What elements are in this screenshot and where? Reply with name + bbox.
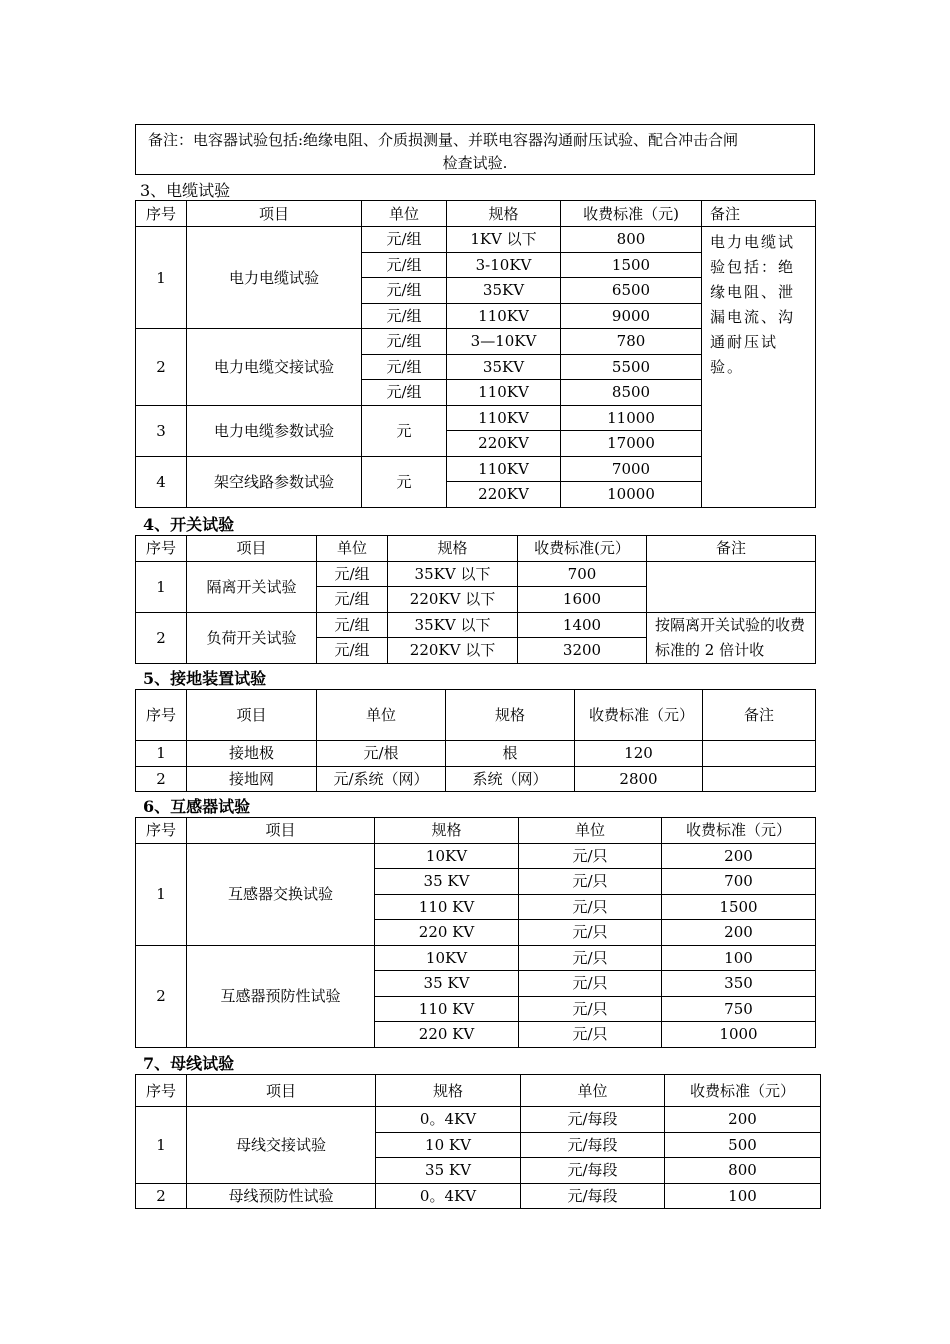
row-no: 1 [136,227,187,329]
unit-cell: 元/只 [519,945,662,971]
item-name: 互感器交换试验 [187,843,375,945]
switch-heading: 4、开关试验 [143,515,235,534]
cable-heading: 3、电缆试验 [140,181,231,200]
row-no: 1 [136,843,187,945]
remark-cell [703,766,816,792]
fee-cell: 800 [665,1158,821,1184]
header-cell: 单位 [519,818,662,844]
fee-cell: 1400 [518,612,647,638]
transformer-heading: 6、互感器试验 [143,797,251,816]
spec-cell: 110KV [447,405,561,431]
fee-cell: 100 [665,1183,821,1209]
header-cell: 项目 [187,536,317,562]
cable-remark: 电力电缆试验包括：绝缘电阻、泄漏电流、沟通耐压试验。 [702,227,816,508]
spec-cell: 110KV [447,456,561,482]
row-no: 3 [136,405,187,456]
unit-cell: 元/系统（网） [317,766,446,792]
unit-cell: 元/组 [362,380,447,406]
unit-cell: 元/每段 [521,1183,665,1209]
fee-cell: 200 [662,920,816,946]
row-no: 1 [136,1107,187,1184]
grounding-table [135,689,816,792]
fee-cell: 6500 [561,278,702,304]
row-no: 4 [136,456,187,507]
spec-cell: 0。4KV [376,1183,521,1209]
spec-cell: 35KV 以下 [388,561,518,587]
unit-cell: 元/组 [362,278,447,304]
header-cell: 备注 [703,690,816,741]
spec-cell: 110KV [447,380,561,406]
fee-cell: 120 [575,741,703,767]
header-cell: 序号 [136,201,187,227]
header-cell: 项目 [187,1075,376,1107]
unit-cell: 元/只 [519,869,662,895]
header-cell: 序号 [136,818,187,844]
unit-cell: 元/只 [519,1022,662,1048]
fee-cell: 9000 [561,303,702,329]
spec-cell: 35 KV [376,1158,521,1184]
fee-cell: 500 [665,1132,821,1158]
unit-cell: 元/组 [362,227,447,253]
row-no: 1 [136,741,187,767]
header-cell: 收费标准（元） [575,690,703,741]
spec-cell: 220KV [447,482,561,508]
cable-table [135,200,816,508]
spec-cell: 0。4KV [376,1107,521,1133]
unit-cell: 元/组 [317,561,388,587]
row-no: 1 [136,561,187,612]
capacitor-note-box [135,124,815,175]
fee-cell: 11000 [561,405,702,431]
header-cell: 项目 [187,690,317,741]
spec-cell: 220 KV [375,1022,519,1048]
capacitor-note-line1: 备注：电容器试验包括:绝缘电阻、介质损测量、并联电容器沟通耐压试验、配合冲击合闸 [148,131,739,149]
fee-cell: 7000 [561,456,702,482]
row-no: 2 [136,612,187,663]
row-no: 2 [136,945,187,1047]
unit-cell: 元 [362,405,447,456]
spec-cell: 35 KV [375,971,519,997]
header-cell: 序号 [136,536,187,562]
spec-cell: 220KV 以下 [388,638,518,664]
item-name: 接地网 [187,766,317,792]
header-cell: 规格 [375,818,519,844]
header-cell: 规格 [447,201,561,227]
switch-table [135,535,816,664]
header-cell: 项目 [187,201,362,227]
spec-cell: 35KV [447,354,561,380]
spec-cell: 220KV [447,431,561,457]
unit-cell: 元 [362,456,447,507]
spec-cell: 35KV [447,278,561,304]
spec-cell: 系统（网） [446,766,575,792]
header-cell: 收费标准（元) [561,201,702,227]
item-name: 架空线路参数试验 [187,456,362,507]
fee-cell: 2800 [575,766,703,792]
fee-cell: 1000 [662,1022,816,1048]
spec-cell: 220 KV [375,920,519,946]
header-cell: 规格 [388,536,518,562]
unit-cell: 元/只 [519,971,662,997]
header-cell: 规格 [446,690,575,741]
item-name: 接地极 [187,741,317,767]
header-cell: 单位 [317,536,388,562]
fee-cell: 17000 [561,431,702,457]
spec-cell: 110 KV [375,996,519,1022]
spec-cell: 220KV 以下 [388,587,518,613]
fee-cell: 800 [561,227,702,253]
fee-cell: 700 [662,869,816,895]
spec-cell: 110KV [447,303,561,329]
spec-cell: 10 KV [376,1132,521,1158]
item-name: 负荷开关试验 [187,612,317,663]
header-cell: 序号 [136,1075,187,1107]
unit-cell: 元/根 [317,741,446,767]
unit-cell: 元/组 [317,587,388,613]
remark-cell: 按隔离开关试验的收费标准的 2 倍计收 [647,612,816,663]
spec-cell: 1KV 以下 [447,227,561,253]
header-cell: 单位 [362,201,447,227]
unit-cell: 元/组 [362,303,447,329]
busbar-table [135,1074,821,1209]
fee-cell: 5500 [561,354,702,380]
unit-cell: 元/每段 [521,1132,665,1158]
unit-cell: 元/只 [519,843,662,869]
fee-cell: 780 [561,329,702,355]
item-name: 互感器预防性试验 [187,945,375,1047]
fee-cell: 200 [662,843,816,869]
unit-cell: 元/组 [317,612,388,638]
unit-cell: 元/组 [362,329,447,355]
capacitor-note-line2: 检查试验. [442,154,508,172]
unit-cell: 元/组 [362,354,447,380]
unit-cell: 元/每段 [521,1107,665,1133]
header-cell: 项目 [187,818,375,844]
unit-cell: 元/只 [519,894,662,920]
fee-cell: 10000 [561,482,702,508]
row-no: 2 [136,329,187,406]
header-cell: 规格 [376,1075,521,1107]
header-cell: 收费标准（元） [662,818,816,844]
item-name: 母线预防性试验 [187,1183,376,1209]
unit-cell: 元/只 [519,920,662,946]
header-cell: 收费标准（元） [665,1075,821,1107]
header-cell: 单位 [317,690,446,741]
item-name: 母线交接试验 [187,1107,376,1184]
fee-cell: 100 [662,945,816,971]
spec-cell: 10KV [375,843,519,869]
spec-cell: 35 KV [375,869,519,895]
header-cell: 序号 [136,690,187,741]
fee-cell: 3200 [518,638,647,664]
unit-cell: 元/每段 [521,1158,665,1184]
spec-cell: 110 KV [375,894,519,920]
row-no: 2 [136,766,187,792]
header-cell: 单位 [521,1075,665,1107]
unit-cell: 元/只 [519,996,662,1022]
spec-cell: 10KV [375,945,519,971]
fee-cell: 200 [665,1107,821,1133]
fee-cell: 750 [662,996,816,1022]
spec-cell: 35KV 以下 [388,612,518,638]
row-no: 2 [136,1183,187,1209]
header-cell: 备注 [647,536,816,562]
item-name: 电力电缆交接试验 [187,329,362,406]
item-name: 电力电缆试验 [187,227,362,329]
busbar-heading: 7、母线试验 [143,1054,235,1073]
transformer-table [135,817,816,1048]
fee-cell: 350 [662,971,816,997]
fee-cell: 1500 [561,252,702,278]
fee-cell: 1600 [518,587,647,613]
fee-cell: 8500 [561,380,702,406]
spec-cell: 根 [446,741,575,767]
remark-cell [647,561,816,612]
fee-cell: 1500 [662,894,816,920]
item-name: 电力电缆参数试验 [187,405,362,456]
header-cell: 收费标准(元） [518,536,647,562]
grounding-heading: 5、接地装置试验 [143,669,267,688]
item-name: 隔离开关试验 [187,561,317,612]
fee-cell: 700 [518,561,647,587]
unit-cell: 元/组 [362,252,447,278]
spec-cell: 3-10KV [447,252,561,278]
header-cell: 备注 [702,201,816,227]
spec-cell: 3—10KV [447,329,561,355]
unit-cell: 元/组 [317,638,388,664]
remark-cell [703,741,816,767]
